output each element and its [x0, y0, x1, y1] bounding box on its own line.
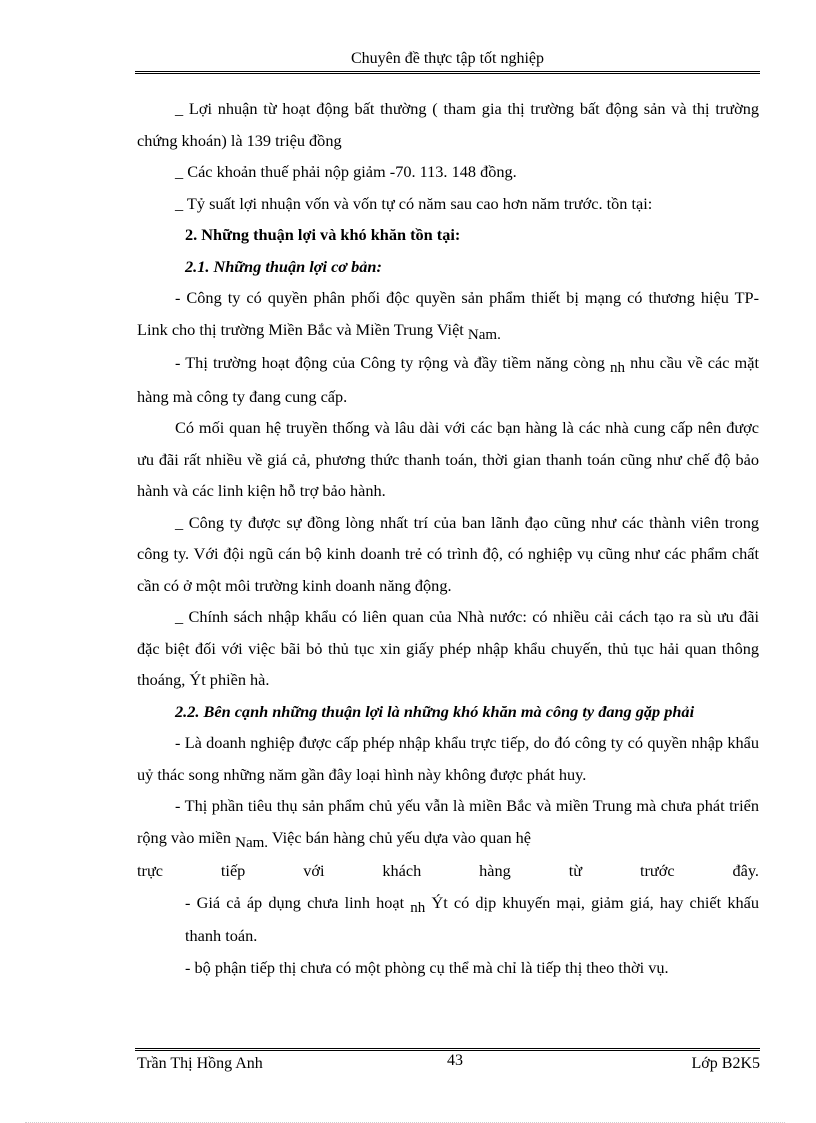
section-heading-2: 2. Những thuận lợi và khó khăn tồn tại:	[185, 225, 461, 244]
subsection-heading-2-2: 2.2. Bên cạnh những thuận lợi là những khó khăn mà công ty đang gặp phải	[175, 701, 695, 721]
document-body	[137, 93, 759, 983]
paragraph-11-text-b: Ýt có dịp khuyến mại, giảm giá, hay chiết khấu thanh toán.	[185, 892, 759, 945]
paragraph-11-subscript: nh	[410, 899, 426, 916]
paragraph-9: - Là doanh nghiệp được cấp phép nhập khẩu trực tiếp, do đó công ty có quyền nhập khẩu uỷ thác song những năm gần đây loại hình này không được phát huy.	[137, 733, 759, 784]
page-header-title: Chuyên đề thực tập tốt nghiệp	[350, 50, 545, 67]
paragraph-5-subscript: nh	[609, 360, 625, 376]
paragraph-4-subscript: Nam.	[467, 326, 501, 343]
footer-rule	[135, 1048, 760, 1051]
page-number: 43	[447, 1052, 463, 1069]
paragraph-3: _ Tỷ suất lợi nhuận vốn và vốn tự có năm sau cao hơn năm trước. tồn tại:	[175, 193, 653, 213]
paragraph-8: _ Chính sách nhập khẩu có liên quan của Nhà nước: có nhiều cải cách tạo ra sù ưu đãi đặc biệt đối với việc bãi bỏ thủ tục xin giấy phép nhập khẩu chuyến, thủ tục hải quan thông thoáng, Ýt phiền hà.	[137, 607, 759, 689]
paragraph-6: Có mối quan hệ truyền thống và lâu dài với các bạn hàng là các nhà cung cấp nên được ưu đãi rất nhiều về giá cả, phương thức thanh toán, thời gian thanh toán cũng như chế độ bảo hành và các linh kiện hỗ trợ bảo hành.	[137, 418, 759, 500]
paragraph-10-text-b: Việc bán hàng chủ yếu dựa vào quan hệ	[271, 827, 532, 847]
paragraph-12: - bộ phận tiếp thị chưa có một phòng cụ thể mà chỉ là tiếp thị theo thời vụ.	[185, 957, 669, 977]
header-rule	[135, 71, 760, 74]
subsection-heading-2-1: 2.1. Những thuận lợi cơ bản:	[185, 256, 382, 276]
footer-author: Trần Thị Hồng Anh	[137, 1055, 263, 1072]
paragraph-10-text-a: - Thị phần tiêu thụ sản phẩm chủ yếu vẫn là miền Bắc và miền Trung mà chưa phát triển rộng vào miền	[137, 796, 759, 847]
paragraph-5-text-a: - Thị trường hoạt động của Công ty rộng và đầy tiềm năng còng	[175, 353, 605, 372]
paragraph-10-subscript: Nam.	[235, 834, 269, 851]
paragraph-7: _ Công ty được sự đồng lòng nhất trí của ban lãnh đạo cũng như các thành viên trong công ty. Với đội ngũ cán bộ kinh doanh trẻ có trình độ, có nghiệp vụ cũng như các phẩm chất cần có ở một môi trường kinh doanh năng động.	[137, 512, 759, 595]
paragraph-5-text-b: nhu cầu về các mặt hàng mà công ty đang cung cấp.	[137, 353, 759, 406]
paragraph-4	[137, 282, 759, 347]
paragraph-1: _ Lợi nhuận từ hoạt động bất thường ( tham gia thị trường bất động sản và thị trường chứng khoán) là 139 triệu đồng	[137, 99, 759, 150]
paragraph-10	[137, 790, 759, 855]
paragraph-4-text: - Công ty có quyền phân phối độc quyền sản phẩm thiết bị mạng có thương hiệu TP- Link cho thị trường Miền Bắc và Miền Trung Việt	[137, 288, 759, 339]
paragraph-5	[137, 347, 759, 412]
paragraph-2: _ Các khoản thuế phải nộp giảm -70. 113. 148 đồng.	[175, 162, 517, 181]
paragraph-10-last-line: trực tiếp với khách hàng từ trước đây.	[137, 861, 759, 880]
paragraph-11	[137, 887, 759, 952]
paragraph-11-text-a: - Giá cả áp dụng chưa linh hoạt	[185, 892, 405, 912]
footer-class: Lớp B2K5	[691, 1055, 760, 1072]
